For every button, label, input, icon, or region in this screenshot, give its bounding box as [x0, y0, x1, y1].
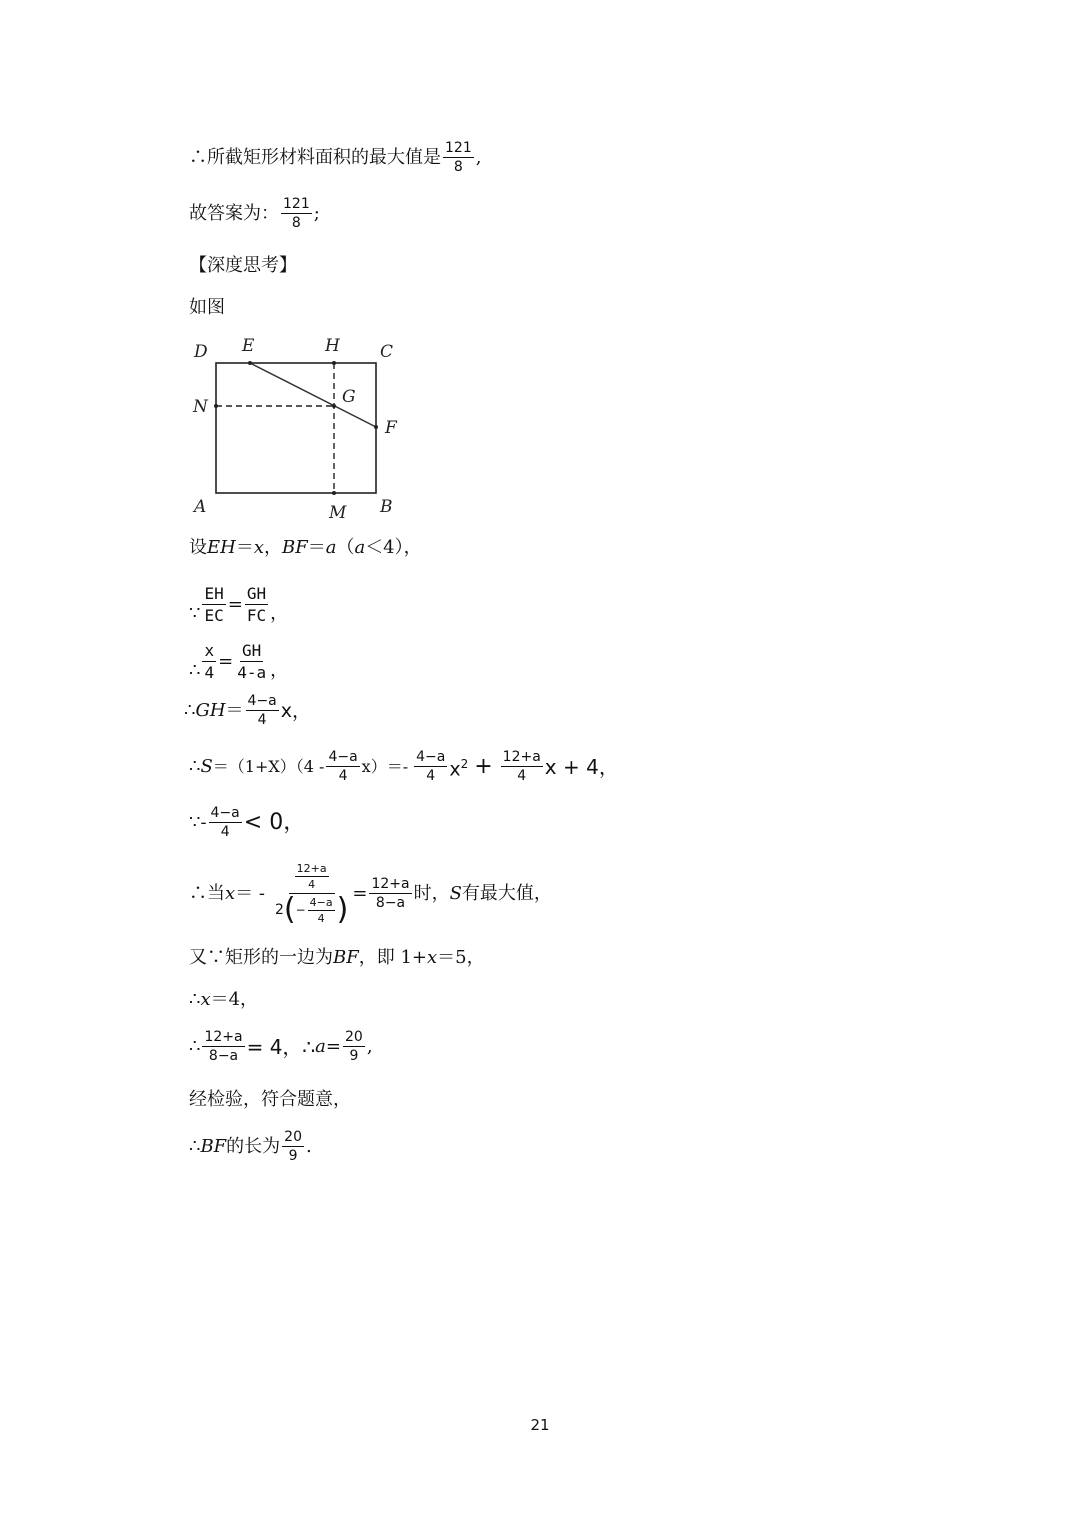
text: ＝4， [210, 989, 259, 1010]
numerator: 4−a [210, 805, 240, 821]
text: ∵- [189, 811, 207, 833]
point-f [374, 425, 378, 429]
rectangle-figure [180, 330, 420, 530]
point-e [248, 361, 252, 365]
var: a [315, 1035, 326, 1057]
text: 时， [413, 882, 450, 904]
fraction [326, 749, 359, 784]
denominator: 4 [317, 911, 325, 925]
label-e: E [242, 336, 255, 356]
denominator: EC [204, 606, 224, 625]
rectangle-abcd [216, 363, 376, 493]
text: 故答案为： [189, 202, 279, 224]
text: = [227, 593, 243, 615]
var: S [449, 882, 462, 904]
heading-text: 【深度思考】 [189, 255, 297, 276]
var: BF [282, 537, 308, 558]
text: ∴ [189, 755, 201, 777]
text: ∴所截矩形材料面积的最大值是 [189, 146, 441, 168]
fraction [245, 584, 268, 625]
numerator: GH [246, 584, 267, 603]
line-verified [189, 1089, 351, 1111]
fraction [369, 876, 411, 911]
text: x， [280, 699, 311, 722]
fraction [308, 896, 335, 925]
numerator: 12+a [371, 876, 410, 892]
fraction [246, 693, 279, 728]
point-m [332, 491, 336, 495]
denominator: 4 [257, 712, 267, 728]
fraction [202, 1029, 244, 1064]
text: ＝ [225, 699, 244, 721]
denominator: 8 [453, 159, 463, 175]
text: + [474, 753, 493, 779]
line-vertex [189, 862, 552, 925]
denominator: 4 [426, 768, 436, 784]
text: . [306, 1135, 312, 1157]
text: ∴ [189, 1135, 201, 1157]
line-max-area [189, 140, 481, 175]
denominator: 4 [517, 768, 527, 784]
text: 设 [189, 537, 207, 558]
var: x [225, 882, 236, 904]
label-h: H [325, 336, 340, 356]
numerator [289, 862, 335, 894]
denominator: 4-a [237, 663, 267, 682]
fraction [295, 862, 329, 891]
compound-fraction [273, 862, 350, 925]
text: < 0， [243, 809, 306, 835]
line-coefficient-negative [189, 805, 305, 840]
denominator: 8−a [375, 895, 406, 911]
text: ＝ - [235, 882, 265, 904]
text: , [475, 146, 482, 168]
numerator: 12+a [502, 749, 541, 765]
point-n [214, 404, 218, 408]
fraction [501, 749, 543, 784]
text: ∴ [189, 659, 201, 681]
line-let [189, 537, 422, 559]
text: 经检验，符合题意， [189, 1089, 351, 1110]
numerator: 121 [283, 196, 310, 212]
text: （ [336, 537, 355, 558]
text: − [295, 903, 306, 917]
label-n: N [193, 397, 208, 417]
text: ( [283, 892, 296, 927]
line-s-expression [189, 749, 619, 784]
line-ratio-therefore [189, 641, 288, 682]
line-ratio-because [189, 584, 288, 625]
text: , [366, 1035, 373, 1057]
fraction [235, 641, 268, 682]
label-b: B [380, 497, 393, 517]
text: x + 4， [544, 754, 619, 779]
text: ＜4）， [365, 537, 422, 558]
label-g: G [342, 387, 356, 407]
denominator: 4 [204, 663, 215, 682]
text: ) [336, 892, 349, 927]
text: ∵ [189, 602, 201, 624]
var: S [200, 755, 213, 777]
text: ∴ [189, 989, 201, 1010]
text: ＝ [235, 537, 254, 558]
text: ， [264, 537, 282, 558]
denominator: 8−a [208, 1048, 239, 1064]
line-solve-a [189, 1029, 373, 1064]
var: GH [195, 699, 226, 721]
text: 2 [274, 902, 284, 918]
line-x-equals-4 [189, 989, 258, 1011]
denominator: FC [246, 606, 267, 625]
var: x [449, 758, 461, 781]
numerator: 121 [445, 140, 472, 156]
numerator: 4−a [309, 895, 333, 909]
fraction [414, 749, 447, 784]
label-a: A [194, 497, 207, 517]
fraction-121-8 [281, 196, 312, 231]
numerator: 4−a [416, 749, 446, 765]
label-c: C [380, 342, 394, 362]
text: ＝ [307, 537, 326, 558]
var: a [354, 537, 366, 558]
section-heading [189, 255, 297, 277]
label-d: D [194, 342, 208, 362]
text: ， [270, 602, 289, 624]
text: 有最大值， [461, 882, 552, 904]
text: ∴ [189, 1035, 201, 1057]
exponent: 2 [460, 756, 469, 771]
denominator: 9 [349, 1048, 359, 1064]
fraction [202, 584, 225, 625]
denominator: 4 [220, 824, 230, 840]
line-side-bf [189, 947, 485, 969]
var: a [325, 537, 337, 558]
numerator: EH [204, 584, 224, 603]
text: = [352, 882, 368, 904]
text: ∴当 [189, 882, 225, 904]
var: x [426, 947, 438, 968]
text: x）＝- [361, 756, 409, 776]
line-gh [184, 693, 311, 728]
numerator: x [204, 641, 215, 660]
text: 又∵矩形的一边为 [189, 947, 333, 968]
var: EH [207, 537, 236, 558]
text: = 4，∴ [246, 1034, 316, 1059]
label-m: M [329, 503, 347, 523]
text: ＝（1+X）（4 - [212, 756, 325, 776]
fraction [343, 1029, 365, 1064]
var: BF [200, 1135, 227, 1157]
numerator: 20 [344, 1029, 363, 1045]
fraction [282, 1129, 304, 1164]
point-g [332, 404, 336, 408]
label-f: F [385, 418, 397, 438]
denominator: 4 [338, 768, 348, 784]
text: ∴ [184, 699, 196, 721]
var: x [253, 537, 264, 558]
numerator: 12+a [296, 862, 327, 875]
numerator: GH [242, 641, 262, 660]
fraction [202, 641, 216, 682]
line-answer [189, 196, 320, 231]
numerator: 20 [284, 1129, 302, 1145]
text: = [218, 650, 234, 672]
point-h [332, 361, 336, 365]
numerator: 4−a [247, 693, 277, 709]
denominator: 9 [288, 1148, 298, 1164]
denominator [273, 894, 350, 925]
line-as-figure [189, 297, 225, 319]
page-number: 21 [530, 1416, 550, 1434]
x-squared [449, 753, 468, 780]
fraction-121-8 [443, 140, 474, 175]
text: 如图 [189, 297, 225, 318]
segment-ef [250, 363, 376, 427]
line-bf-length [189, 1129, 312, 1164]
denominator: 8 [291, 215, 301, 231]
text: ＝5， [437, 947, 485, 968]
text: ， [270, 659, 289, 681]
text: ，即 1+ [358, 947, 427, 968]
text: 的长为 [226, 1135, 281, 1157]
denominator: 4 [308, 878, 316, 891]
var: x [200, 989, 211, 1010]
var: BF [333, 947, 359, 968]
numerator: 12+a [204, 1029, 243, 1045]
text: = [325, 1035, 341, 1057]
text: ; [313, 202, 320, 224]
fraction [209, 805, 242, 840]
numerator: 4−a [328, 749, 358, 765]
